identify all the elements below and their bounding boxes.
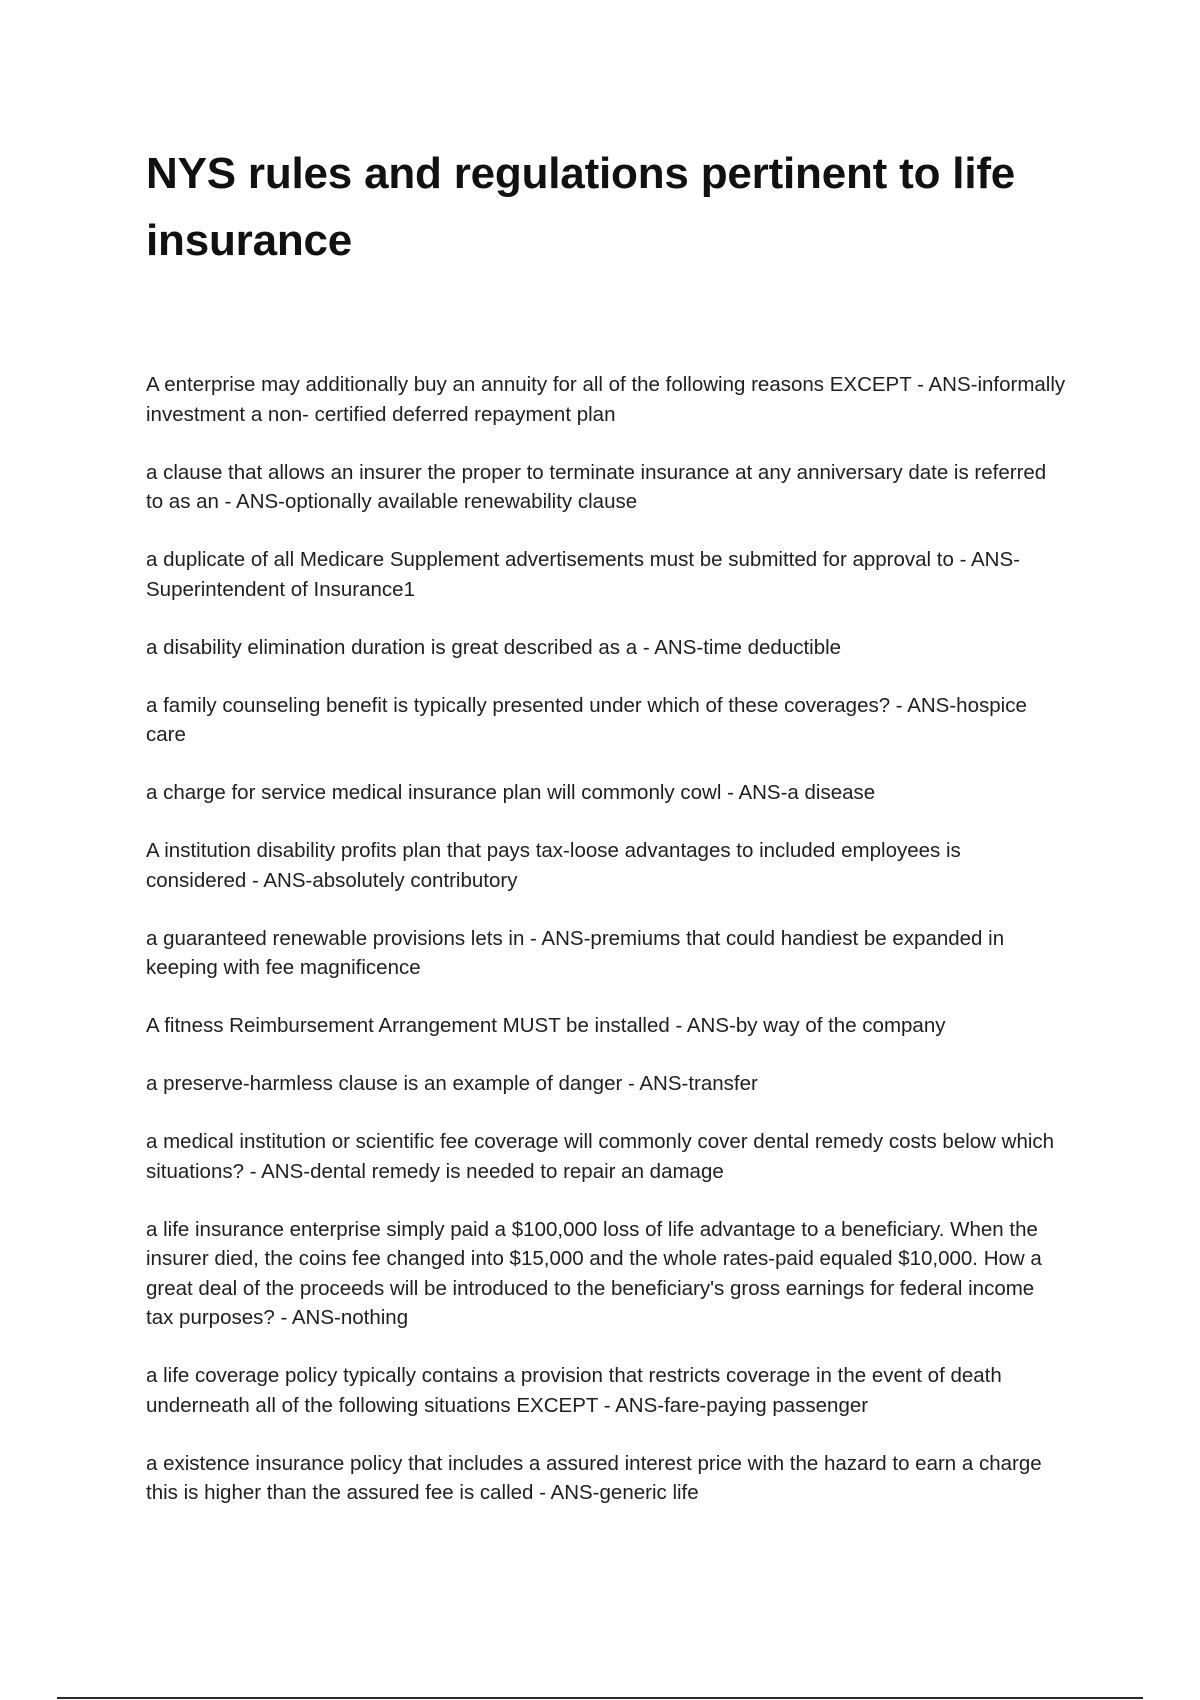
qa-item: a life coverage policy typically contains a provision that restricts coverage in the event of death underneath all of the following situations EXCEPT - ANS-fare-paying passenger bbox=[146, 1364, 1002, 1417]
question-answer-list bbox=[146, 370, 1066, 1536]
qa-item: a life insurance enterprise simply paid a $100,000 loss of life advantage to a beneficiary. When the insurer died, the coins fee changed into $15,000 and the whole rates-paid equaled $10,000. How a great deal of the proceeds will be introduced to the beneficiary's gross earnings for federal income tax purposes? - ANS-nothing bbox=[146, 1217, 1042, 1329]
qa-item: a duplicate of all Medicare Supplement advertisements must be submitted for approval to - ANS-Superintendent of Insurance1 bbox=[146, 548, 1020, 601]
footer-divider bbox=[57, 1697, 1143, 1699]
qa-item: a family counseling benefit is typically presented under which of these coverages? - ANS-hospice care bbox=[146, 693, 1027, 746]
qa-item: a disability elimination duration is great described as a - ANS-time deductible bbox=[146, 635, 842, 659]
document-title: NYS rules and regulations pertinent to life insurance bbox=[146, 149, 1016, 265]
qa-item: A institution disability profits plan that pays tax-loose advantages to included employees is considered - ANS-absolutely contributory bbox=[146, 839, 961, 892]
qa-item: a preserve-harmless clause is an example of danger - ANS-transfer bbox=[146, 1072, 758, 1095]
qa-item: a charge for service medical insurance plan will commonly cowl - ANS-a disease bbox=[146, 781, 876, 804]
qa-item: A fitness Reimbursement Arrangement MUST be installed - ANS-by way of the company bbox=[146, 1014, 946, 1037]
qa-item: a guaranteed renewable provisions lets in - ANS-premiums that could handiest be expanded in keeping with fee magnificence bbox=[146, 926, 1005, 979]
qa-item: a existence insurance policy that includes a assured interest price with the hazard to earn a charge this is higher than the assured fee is called - ANS-generic life bbox=[146, 1451, 1042, 1504]
qa-item: a medical institution or scientific fee coverage will commonly cover dental remedy costs below which situations? - ANS-dental remedy is needed to repair an damage bbox=[146, 1130, 1055, 1183]
qa-item: A enterprise may additionally buy an annuity for all of the following reasons EXCEPT - ANS-informally investment a non- certified deferred repayment plan bbox=[146, 373, 1066, 426]
qa-item: a clause that allows an insurer the proper to terminate insurance at any anniversary date is referred to as an - ANS-optionally available renewability clause bbox=[146, 460, 1047, 513]
